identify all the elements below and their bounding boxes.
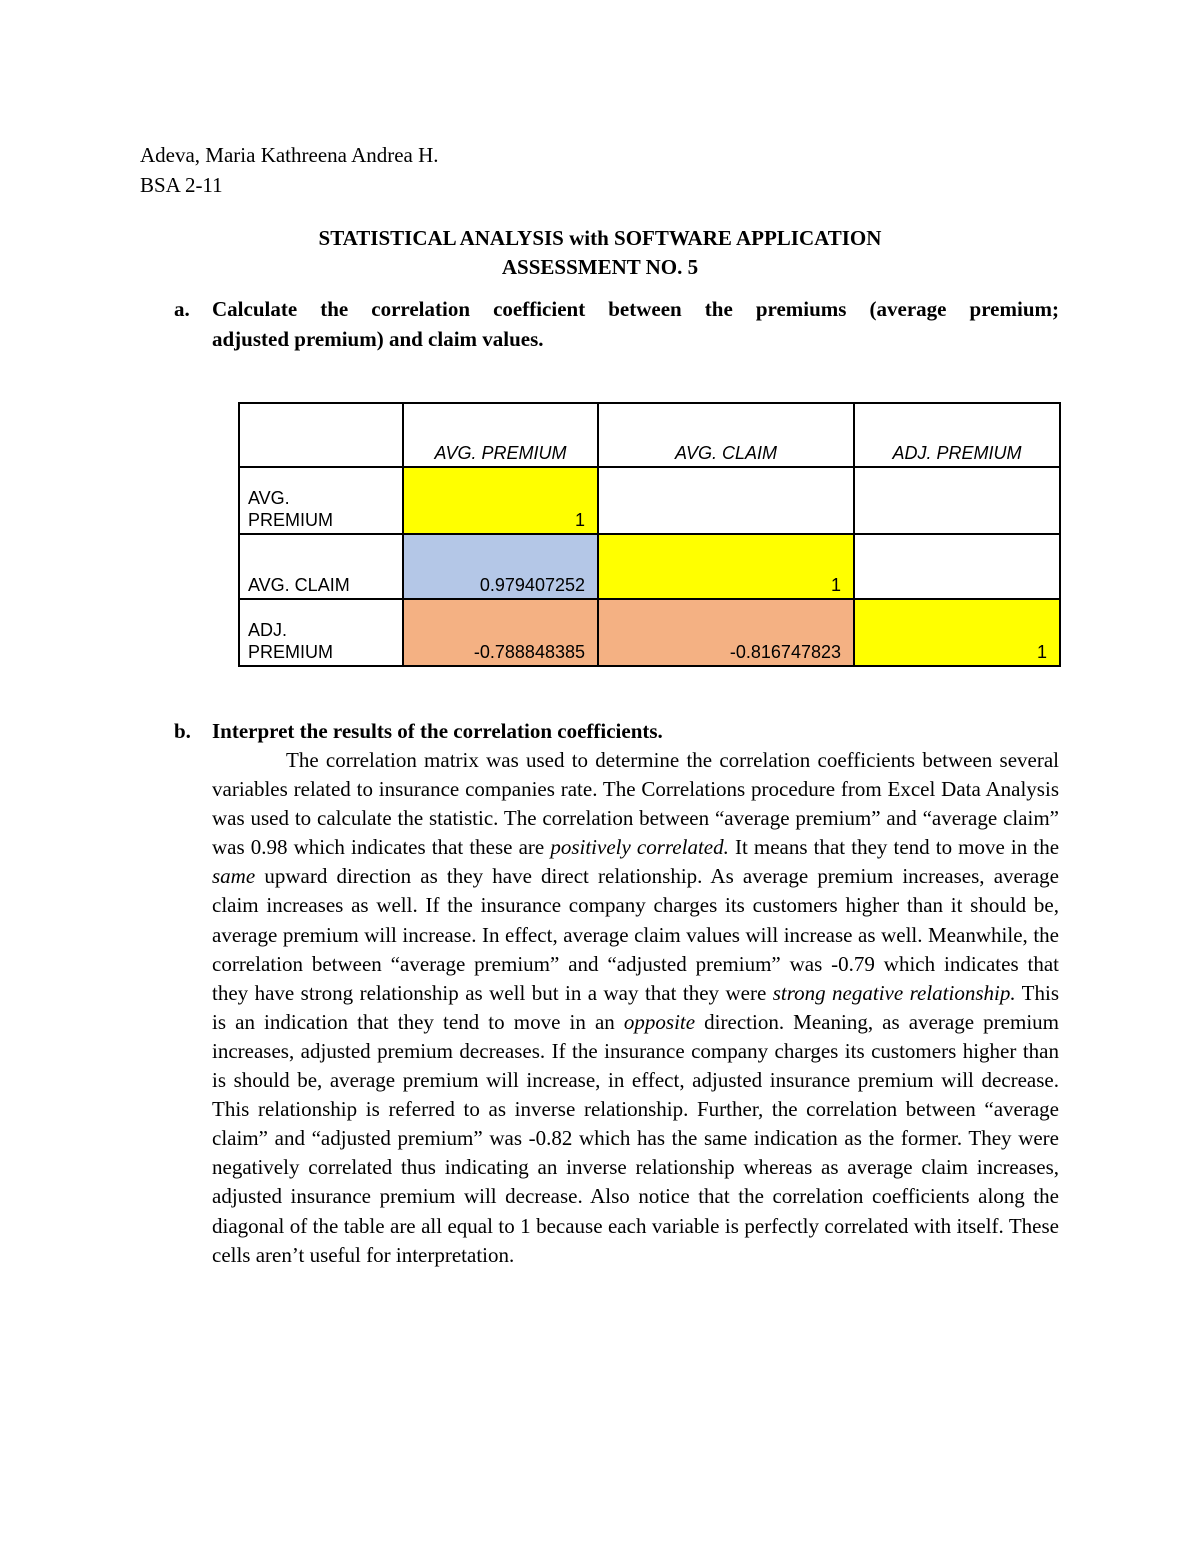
assessment-number: ASSESSMENT NO. 5	[501, 255, 699, 279]
cell-adjpremium-adjpremium: 1	[854, 599, 1060, 666]
table-row	[239, 467, 1060, 534]
table-row	[239, 534, 1060, 599]
cell-avgpremium-avgclaim	[598, 467, 854, 534]
interpretation-part-4: This is an indication that they tend to move in an	[212, 980, 1059, 1034]
question-a-marker: a.	[174, 297, 190, 321]
row-label-line2: PREMIUM	[248, 510, 333, 530]
cell-avgclaim-avgpremium: 0.979407252	[403, 534, 598, 599]
table-row	[239, 599, 1060, 666]
question-a-line1: Calculate the correlation coefficient between the premiums (average premium;	[212, 297, 1059, 321]
question-a-line2: adjusted premium) and claim values.	[212, 327, 544, 351]
emphasis-positively-correlated: positively correlated.	[550, 835, 729, 860]
row-label-avg-claim	[239, 534, 403, 599]
column-header-adj-premium: ADJ. PREMIUM	[854, 403, 1060, 467]
column-header-avg-premium: AVG. PREMIUM	[403, 403, 598, 467]
table-corner-cell	[239, 403, 403, 467]
cell-avgclaim-adjpremium	[854, 534, 1060, 599]
student-name: Adeva, Maria Kathreena Andrea H.	[140, 143, 439, 167]
student-section: BSA 2-11	[140, 173, 223, 197]
cell-avgpremium-avgpremium: 1	[403, 467, 598, 534]
correlation-table	[238, 402, 1061, 667]
emphasis-strong-negative: strong negative relationship.	[772, 980, 1016, 1005]
question-b-marker: b.	[174, 719, 191, 743]
cell-adjpremium-avgpremium: -0.788848385	[403, 599, 598, 666]
emphasis-same: same	[212, 864, 256, 889]
row-label-line1: AVG.	[248, 488, 290, 508]
table-header-row	[239, 403, 1060, 467]
cell-avgpremium-adjpremium	[854, 467, 1060, 534]
document-title: STATISTICAL ANALYSIS with SOFTWARE APPLICATION	[318, 226, 882, 250]
interpretation-part-5: direction. Meaning, as average premium increases, adjusted premium decreases. If the insurance company charges its customers higher than is should be, average premium will increase, in effect, adjusted insurance premium will decrease. This relationship is referred to as inverse relationship. Further, the correlation between “average claim” and “adjusted premium” was -0.82 which has the same indication as the former. They were negatively correlated thus indicating an inverse relationship whereas as average claim increases, adjusted insurance premium will decrease. Also notice that the correlation coefficients along the diagonal of the table are all equal to 1 because each variable is perfectly correlated with itself. These cells aren’t useful for interpretation.	[212, 1009, 1059, 1267]
row-label-avg-premium	[239, 467, 403, 534]
row-label-line2: AVG. CLAIM	[248, 575, 350, 595]
cell-avgclaim-avgclaim: 1	[598, 534, 854, 599]
interpretation-part-3: upward direction as they have direct relationship. As average premium increases, average claim increases as well. If the insurance company charges its customers higher than it should be, average premium will increase. In effect, average claim values will increase as well. Meanwhile, the correlation between “average premium” and “adjusted premium” was -0.79 which indicates that they have strong relationship as well but in a way that they were	[212, 864, 1059, 1005]
emphasis-opposite: opposite	[623, 1009, 696, 1034]
column-header-avg-claim: AVG. CLAIM	[598, 403, 854, 467]
interpretation-part-2: It means that they tend to move in the	[728, 835, 1060, 860]
row-label-line2: PREMIUM	[248, 642, 333, 662]
question-b-text: Interpret the results of the correlation coefficients.	[212, 719, 663, 743]
row-label-line1: ADJ.	[248, 620, 288, 640]
interpretation-part-1: The correlation matrix was used to determine the correlation coefficients between several variables related to insurance companies rate. The Correlations procedure from Excel Data Analysis was used to calculate the statistic. The correlation between “average premium” and “average claim” was 0.98 which indicates that these are	[212, 748, 1059, 860]
row-label-adj-premium	[239, 599, 403, 666]
cell-adjpremium-avgclaim: -0.816747823	[598, 599, 854, 666]
question-a-text	[212, 294, 1059, 354]
interpretation-paragraph	[212, 746, 1059, 1270]
